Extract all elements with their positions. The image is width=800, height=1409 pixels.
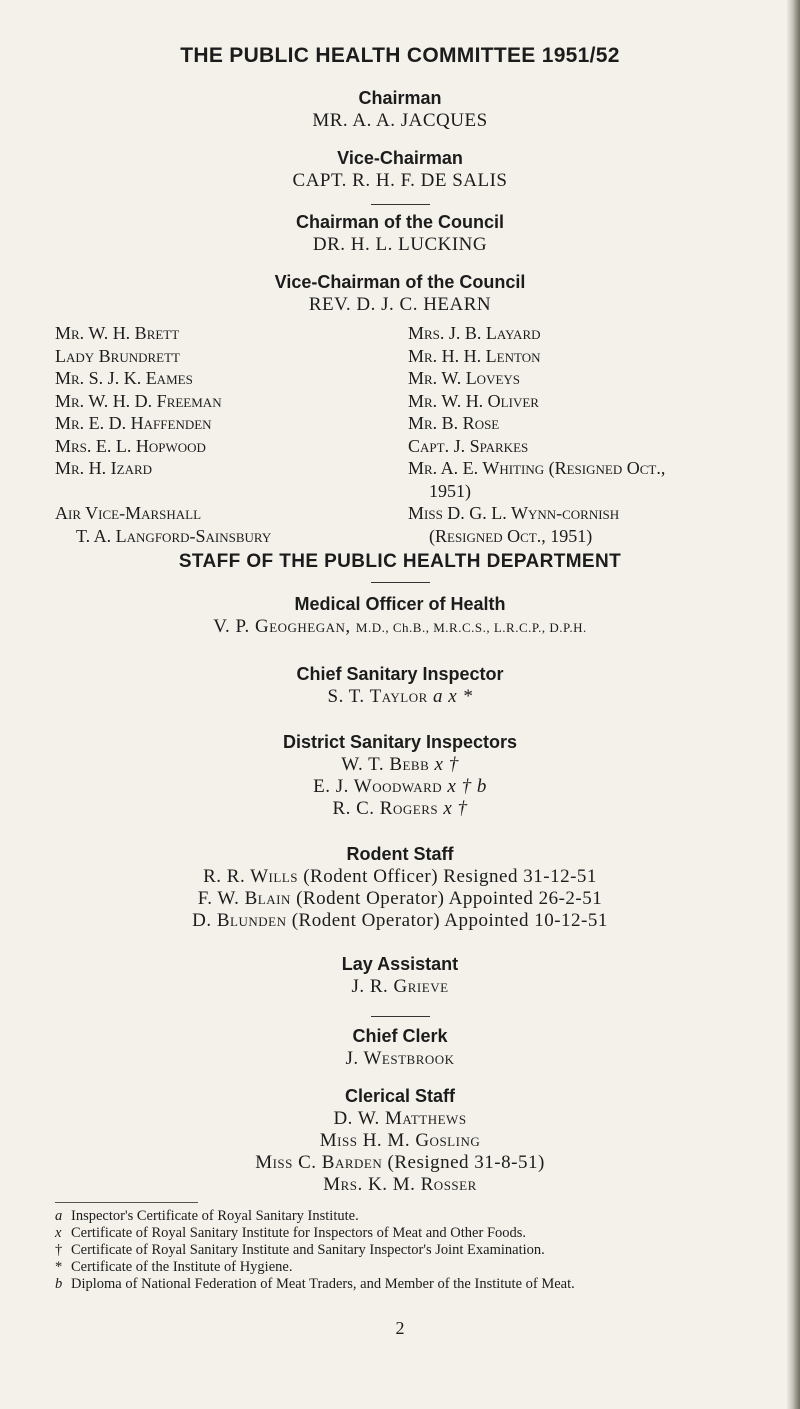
member-name: Mrs. E. L. Hopwood [55,435,206,456]
member-name: Capt. J. Sparkes [408,435,529,456]
member-name: Miss D. G. L. Wynn-cornish [408,503,620,523]
divider [371,582,430,583]
staff-section-heading: STAFF OF THE PUBLIC HEALTH DEPARTMENT [178,551,622,572]
moh-name: V. P. Geoghegan, M.D., Ch.B., M.R.C.S., L.R.C.P., D.P.H. [213,616,587,637]
vice-chairman-label: Vice-Chairman [337,148,463,168]
rodent-staff-entry: F. W. Blain (Rodent Operator) Appointed 26-2-51 [197,888,603,909]
member-name: Mr. W. H. D. Freeman [55,390,222,411]
divider [371,1016,430,1017]
footnote: † Certificate of Royal Sanitary Institute and Sanitary Inspector's Joint Examination. [55,1242,545,1258]
lay-assistant-label: Lay Assistant [341,954,459,974]
member-name: Mr. W. H. Oliver [408,390,539,411]
member-name: Mr. W. Loveys [408,368,521,388]
clerical-staff-name: Mrs. K. M. Rosser [323,1174,477,1195]
chief-clerk-label: Chief Clerk [352,1026,448,1046]
member-name-continued: (Resigned Oct., 1951) [429,525,593,546]
page-number: 2 [395,1318,405,1338]
chairman-label: Chairman [358,88,442,108]
district-inspector-name: W. T. Bebb x † [341,754,459,775]
member-name: Mr. A. E. Whiting (Resigned Oct., [408,458,666,478]
member-name-continued: T. A. Langford-Sainsbury [76,525,272,546]
council-vice-chairman-name: REV. D. J. C. HEARN [308,294,492,315]
members-left-column [55,322,271,547]
clerical-staff-name: Miss H. M. Gosling [319,1130,481,1151]
chief-clerk-name: J. Westbrook [345,1048,455,1069]
moh-label: Medical Officer of Health [294,594,506,614]
member-name-continued: 1951) [429,480,471,501]
clerical-staff-name: Miss C. Barden (Resigned 31-8-51) [255,1152,545,1173]
clerical-staff-name: D. W. Matthews [333,1108,467,1129]
clerical-staff-label: Clerical Staff [344,1086,456,1106]
members-right-column [408,322,665,547]
footnote: x Certificate of Royal Sanitary Institute for Inspectors of Meat and Other Foods. [55,1225,527,1241]
member-name: Lady Brundrett [55,345,180,366]
member-name: Mr. E. D. Haffenden [55,413,212,433]
chief-inspector-label: Chief Sanitary Inspector [296,664,504,684]
page-title: THE PUBLIC HEALTH COMMITTEE 1951/52 [180,44,620,67]
footnote: b Diploma of National Federation of Meat Traders, and Member of the Institute of Meat. [55,1276,575,1292]
footnote: a Inspector's Certificate of Royal Sanitary Institute. [55,1208,359,1224]
council-vice-chairman-label: Vice-Chairman of the Council [274,272,526,292]
member-name: Air Vice-Marshall [55,503,202,523]
chairman-name: MR. A. A. JACQUES [312,110,488,131]
council-chairman-label: Chairman of the Council [295,212,504,232]
member-name: Mr. H. H. Lenton [408,345,541,366]
vice-chairman-name: CAPT. R. H. F. DE SALIS [292,170,508,191]
lay-assistant-name: J. R. Grieve [351,976,449,997]
rodent-staff-label: Rodent Staff [346,844,454,864]
footnote-rule [55,1202,198,1203]
footnote: * Certificate of the Institute of Hygiene. [55,1259,293,1275]
council-chairman-name: DR. H. L. LUCKING [312,234,488,255]
divider [371,204,430,205]
district-inspectors-label: District Sanitary Inspectors [282,732,518,752]
district-inspector-name: R. C. Rogers x † [332,798,468,819]
member-name: Mr. W. H. Brett [55,323,180,343]
chief-inspector-name: S. T. Taylor a x * [327,686,473,707]
member-name: Mrs. J. B. Layard [408,323,541,343]
rodent-staff-entry: R. R. Wills (Rodent Officer) Resigned 31-12-51 [203,866,597,887]
district-inspector-name: E. J. Woodward x † b [313,776,487,797]
footnotes [55,1208,775,1293]
member-name: Mr. S. J. K. Eames [55,368,193,388]
member-name: Mr. H. Izard [55,458,153,478]
member-name: Mr. B. Rose [408,413,500,433]
rodent-staff-entry: D. Blunden (Rodent Operator) Appointed 10-12-51 [192,910,608,931]
